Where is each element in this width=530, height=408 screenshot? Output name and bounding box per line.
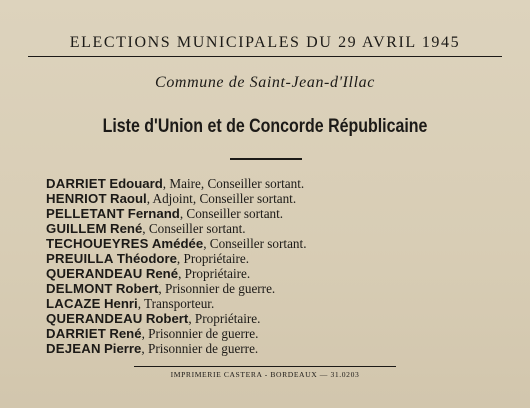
commune-name: Commune de Saint-Jean-d'Illac: [155, 74, 375, 91]
candidate-surname: QUERANDEAU: [46, 266, 143, 281]
candidate-row: [46, 311, 307, 326]
candidate-firstname: Fernand: [127, 206, 180, 221]
candidate-firstname: Pierre: [104, 341, 142, 356]
candidate-row: [46, 296, 307, 311]
candidate-surname: DELMONT: [46, 281, 113, 296]
candidate-firstname: Amédée: [151, 236, 204, 251]
candidate-firstname: Robert: [115, 281, 159, 296]
candidate-role: , Transporteur.: [137, 296, 215, 311]
candidate-surname: DARRIET: [46, 176, 107, 191]
candidate-role: , Conseiller sortant.: [203, 236, 307, 251]
candidate-firstname: Henri: [103, 296, 138, 311]
candidate-row: [46, 236, 307, 251]
list-title: Liste d'Union et de Concorde Républicaine: [102, 116, 428, 137]
footer-rule: [134, 366, 396, 367]
candidate-role: , Propriétaire.: [178, 266, 251, 281]
candidate-firstname: Edouard: [109, 176, 163, 191]
candidate-row: [46, 176, 307, 191]
candidate-surname: DARRIET: [46, 326, 107, 341]
candidate-role: , Prisonnier de guerre.: [141, 341, 259, 356]
title-rule: [230, 158, 302, 160]
candidate-role: , Prisonnier de guerre.: [158, 281, 276, 296]
candidate-row: [46, 341, 307, 356]
candidate-surname: QUERANDEAU: [46, 311, 143, 326]
candidate-surname: PELLETANT: [46, 206, 125, 221]
candidate-surname: LACAZE: [46, 296, 101, 311]
candidate-row: [46, 266, 307, 281]
candidate-surname: HENRIOT: [46, 191, 107, 206]
candidate-surname: TECHOUEYRES: [46, 236, 149, 251]
candidate-role: , Propriétaire.: [176, 251, 250, 266]
candidate-role: , Conseiller sortant.: [142, 221, 246, 236]
candidate-firstname: Théodore: [116, 251, 177, 266]
header-rule: [28, 56, 502, 57]
candidate-firstname: René: [145, 266, 179, 281]
candidate-role: , Adjoint, Conseiller sortant.: [146, 191, 297, 206]
candidate-firstname: René: [110, 221, 143, 236]
printer-imprint: IMPRIMERIE CASTERA - BORDEAUX — 31.0203: [170, 370, 360, 379]
candidate-row: [46, 206, 307, 221]
candidate-role: , Conseiller sortant.: [179, 206, 284, 221]
candidate-row: [46, 251, 307, 266]
candidate-row: [46, 191, 307, 206]
candidate-row: [46, 221, 307, 236]
candidate-surname: PREUILLA: [46, 251, 114, 266]
candidate-surname: DEJEAN: [46, 341, 101, 356]
candidate-role: , Maire, Conseiller sortant.: [162, 176, 305, 191]
candidate-firstname: Robert: [145, 311, 189, 326]
candidate-surname: GUILLEM: [46, 221, 107, 236]
candidate-row: [46, 281, 307, 296]
candidate-role: , Propriétaire.: [188, 311, 261, 326]
candidate-firstname: Raoul: [110, 191, 147, 206]
candidate-row: [46, 326, 307, 341]
candidate-firstname: René: [109, 326, 142, 341]
candidate-role: , Prisonnier de guerre.: [141, 326, 259, 341]
election-header: ELECTIONS MUNICIPALES DU 29 AVRIL 1945: [69, 34, 461, 51]
candidate-list: [46, 176, 307, 356]
